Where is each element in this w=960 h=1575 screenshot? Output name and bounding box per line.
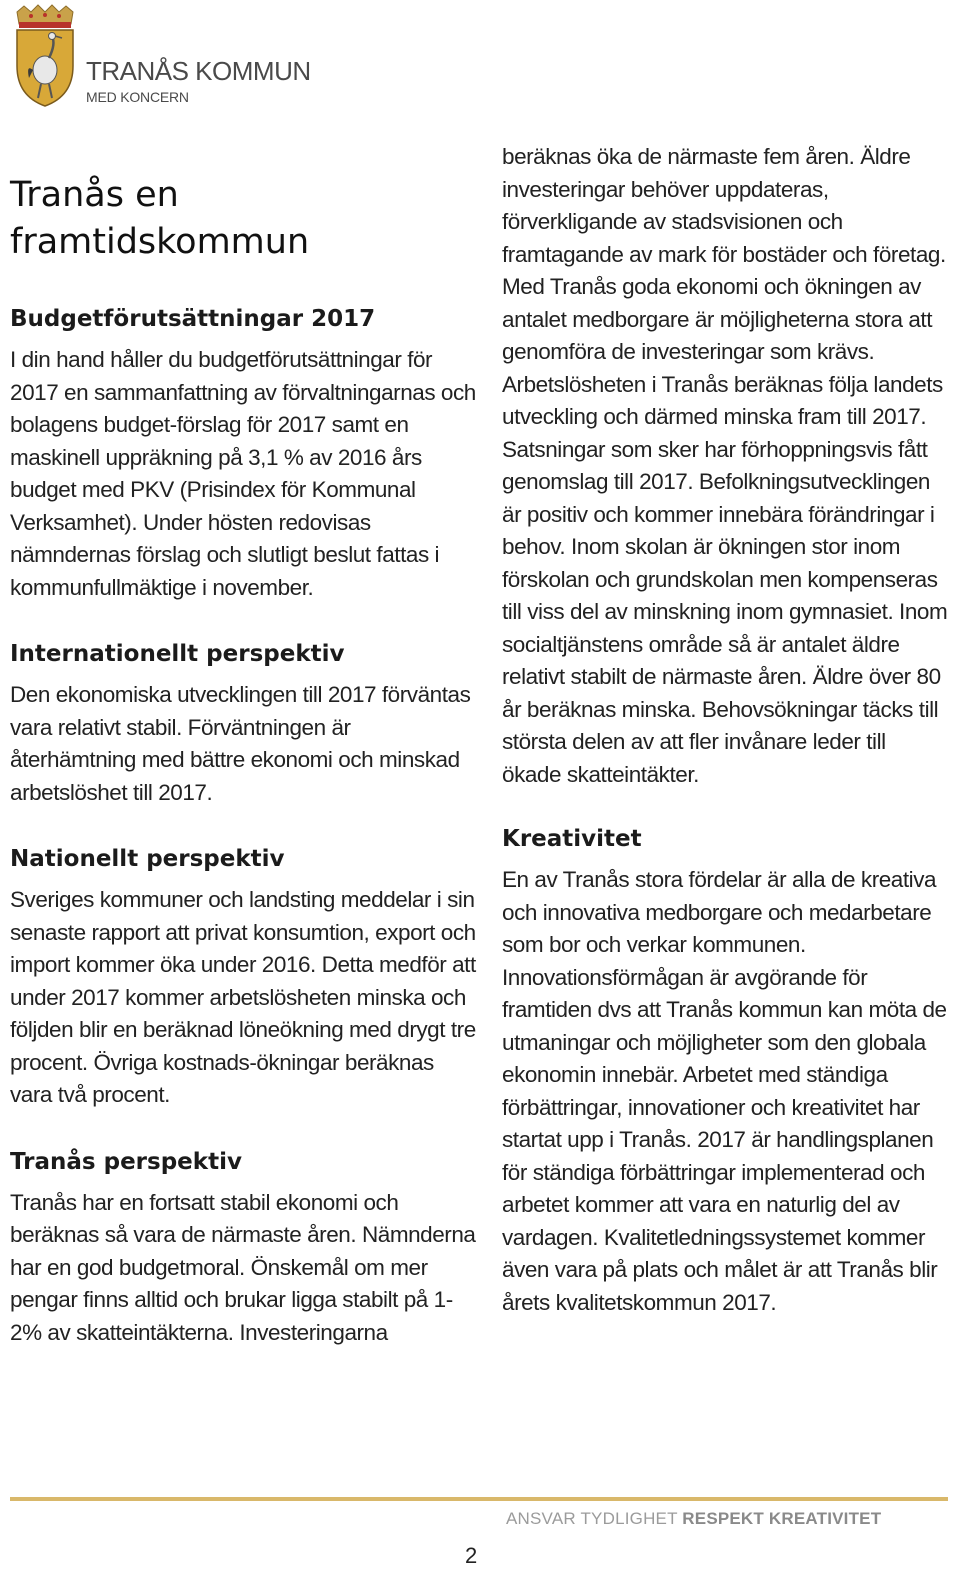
paragraph-tranas-continued: beräknas öka de närmaste fem åren. Äldre investeringar behöver uppdateras, förverkligande av stadsvisionen och framtagande av mark för bostäder och företag. Med Tranås goda ekonomi och ökningen av antalet medborgare är möjligheterna stora att genomföra de investeringar som krävs. Arbetslösheten i Tranås beräknas följa landets utveckling och därmed minska fram till 2017. Satsningar som sker har förhoppningsvis fått genomslag till 2017. Befolkningsutvecklingen är positiv och kommer innebära förändringar i behov. Inom skolan är ökningen stor inom förskolan och grundskolan men kompenseras till viss del av minskning inom gymnasiet. Inom socialtjänstens område så är antalet äldre relativt stabilt de närmaste åren. Äldre över 80 år beräknas minska. Behovsökningar täcks till största delen av att fler invånare leder till ökade skatteintäkter. [502, 144, 948, 787]
left-column [10, 172, 480, 1349]
section-heading-kreativitet: Kreativitet [502, 826, 642, 852]
paragraph-kreativitet: En av Tranås stora fördelar är alla de kreativa och innovativa medborgare och medarbetare som bor och verkar kommunen. Innovationsförmågan är avgörande för framtiden dvs att Tranås kommun kan möta de utmaningar och möjligheter som den globala ekonomin innebär. Arbetet med ständiga förbättringar, innovationer och kreativitet har startat upp i Tranås. 2017 är handlingsplanen för ständiga förbättringar implementerad och arbetet kommer att vara en naturlig del av vardagen. Kvalitetledningssystemet kommer även vara på plats och målet är att Tranås blir årets kvalitetskommun 2017. [502, 867, 947, 1315]
organization-subtitle: MED KONCERN [86, 89, 189, 105]
organization-name: TRANÅS KOMMUN [86, 56, 311, 86]
page-header [12, 4, 342, 108]
footer-divider [10, 1497, 948, 1501]
page-number: 2 [465, 1543, 478, 1568]
footer-motto [506, 1509, 881, 1529]
paragraph-budget: I din hand håller du budgetförutsättningar för 2017 en sammanfattning av förvaltningarnas och bolagens budget-förslag för 2017 samt en maskinell uppräkning på 3,1 % av 2016 års budget med PKV (Prisindex för Kommunal Verksamhet). Under hösten redovisas nämndernas förslag och slutligt beslut fattas i kommunfullmäktige i november. [10, 347, 476, 600]
motto-light-text: ANSVAR TYDLIGHET [506, 1509, 678, 1528]
paragraph-international: Den ekonomiska utvecklingen till 2017 förväntas vara relativt stabil. Förväntningen är återhämtning med bättre ekonomi och minskad arbetslöshet till 2017. [10, 682, 471, 805]
page-title: Tranås en framtidskommun [10, 175, 310, 262]
section-heading-tranas: Tranås perspektiv [10, 1148, 242, 1175]
municipal-crest-logo [12, 4, 78, 108]
section-heading-international: Internationellt perspektiv [10, 641, 345, 667]
section-heading-budget: Budgetförutsättningar 2017 [10, 306, 376, 332]
section-heading-national: Nationellt perspektiv [10, 846, 285, 872]
paragraph-national: Sveriges kommuner och landsting meddelar i sin senaste rapport att privat konsumtion, export och import kommer öka under 2016. Detta medför att under 2017 kommer arbetslösheten minska och följden blir en beräknad löneökning med drygt tre procent. Övriga kostnads-ökningar beräknas vara två procent. [10, 887, 476, 1107]
paragraph-tranas: Tranås har en fortsatt stabil ekonomi och beräknas så vara de närmaste åren. Nämnderna har en god budgetmoral. Önskemål om mer pengar finns alltid och brukar ligga stabilt på 1-2% av skatteintäkterna. Investeringarna [10, 1189, 476, 1345]
right-column [502, 141, 950, 1319]
motto-bold-text: RESPEKT KREATIVITET [682, 1509, 882, 1528]
